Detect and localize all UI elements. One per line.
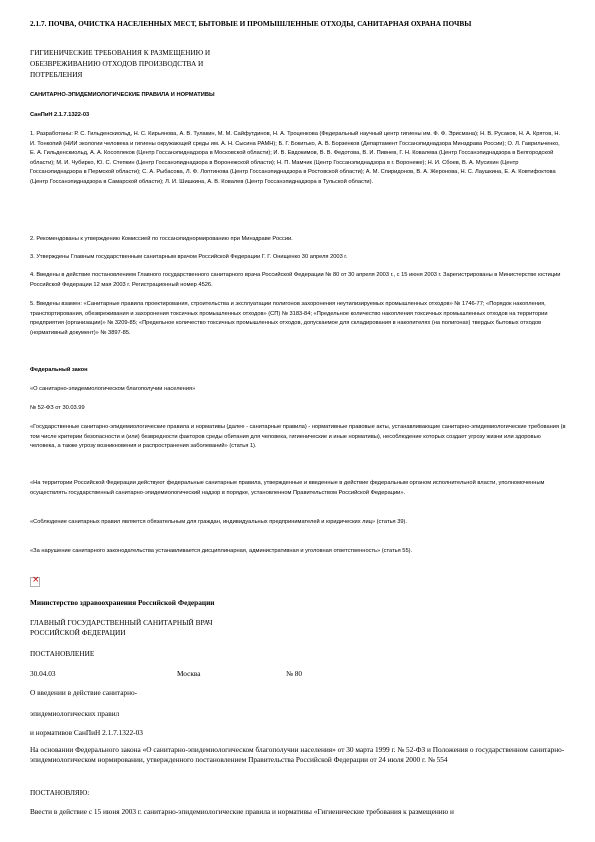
- document-subtitle: ГИГИЕНИЧЕСКИЕ ТРЕБОВАНИЯ К РАЗМЕЩЕНИЮ И ОБЕЗВРЕЖИВАНИЮ ОТХОДОВ ПРОИЗВОДСТВА И ПОТРЕБЛЕНИЯ: [30, 48, 211, 79]
- document-title: 2.1.7. ПОЧВА, ОЧИСТКА НАСЕЛЕННЫХ МЕСТ, БЫТОВЫЕ И ПРОМЫШЛЕННЫЕ ОТХОДЫ, САНИТАРНАЯ ОХРАНА ПОЧВЫ: [30, 19, 472, 28]
- resolution-decree: ПОСТАНОВЛЯЮ:: [30, 788, 90, 797]
- quote-article-39: «Соблюдение санитарных правил является обязательным для граждан, индивидуальных предпринимателей и юридических лиц» (статья 39).: [30, 519, 408, 525]
- paragraph-replaced: 5. Введены взамен: «Санитарные правила проектирования, строительства и эксплуатации полигонов захоронения неутилизируемых промышленных отходов» № 1746-77; «Порядок накопления, транспортирования, обезвреживания и захоронения токсичных промышленных отходов» (СП) № 3183-84; «Предельное количество накопления токсичных промышленных отходов на территории предприятия (организации)» № 3209-85; «Предельное количество токсичных промышленных отходов, допускаемое для складирования в накопителях (на полигонах) твердых бытовых отходов (нормативный документ)» № 3897-85.: [30, 301, 548, 336]
- resolution-city: Москва: [177, 669, 201, 678]
- paragraph-enacted: 4. Введены в действие постановлением Главного государственного санитарного врача Российской Федерации № 80 от 30 апреля 2003 г., с 15 июня 2003 г. Зарегистрированы в Министерстве юстиции Российской Федерации 12 мая 2003 г. Регистрационный номер 4526.: [30, 272, 561, 288]
- chief-title-line2: РОССИЙСКОЙ ФЕДЕРАЦИИ: [30, 628, 126, 637]
- broken-image-icon: [30, 577, 40, 587]
- resolution-about-line2: эпидемиологических правил: [30, 709, 120, 718]
- resolution-last-paragraph: Ввести в действие с 15 июня 2003 г. санитарно-эпидемиологические правила и нормативы «Гигиенические требования к размещению и: [30, 807, 454, 816]
- ministry-name: Министерство здравоохранения Российской Федерации: [30, 598, 215, 607]
- federal-law-heading: Федеральный закон: [30, 367, 88, 373]
- law-number: № 52-ФЗ от 30.03.99: [30, 405, 85, 411]
- resolution-about-line3: и нормативов СанПиН 2.1.7.1322-03: [30, 728, 143, 737]
- paragraph-developers: 1. Разработаны: Р. С. Гильденскиольд, Н. С. Кирьянова, А. В. Тулакин, М. М. Сайфутдинов, Н. А. Троценкова (Федеральный научный центр гигиены им. Ф. Ф. Эрисмана); Н. В. Русаков, Н. А. Крятов, Н. И. Тонкопий (НИИ экологии человека и гигиены окружающей среды им. А. Н. Сысина РАМН); Б. Г. Бокитько, А. В. Борзенков (Департамент Госсанэпиднадзора Минздрава России); О. Л. Гаврильченко, Е. А. Гильденскиольд, А. А. Косоплеков (Центр Госсанэпиднадзора в Московской области); И. В. Евдокимов, В. В. Федотова, В. И. Пивнев, Г. Н. Ковалева (Центр Госсанэпиднадзора в Белгородской области); М. И. Чубирко, Ю. С. Степкин (Центр Госсанэпиднадзора в Воронежской области); Н. П. Мамчик (Центр Госсанэпиднадзора в г. Воронеже); Н. И. Сбоев, В. А. Мусихин (Центр Госсанэпиднадзора в Пермской области); С. А. Рыбасова, Л. Ф. Лоптинова (Центр Госсанэпиднадзора в Ростовской области); А. М. Спиридонов, В. А. Жеронова, Н. С. Лаушкина, Е. А. Ковтифоктова (Центр Госсанэпиднадзора в Самарской области); Л. И. Шишкина, А. В. Ковалев (Центр Госсанэпиднадзора в Тульской области).: [30, 131, 561, 185]
- resolution-meta-row: [30, 669, 566, 679]
- rules-heading: САНИТАРНО-ЭПИДЕМИОЛОГИЧЕСКИЕ ПРАВИЛА И НОРМАТИВЫ: [30, 92, 215, 98]
- quote-article-1: «Государственные санитарно-эпидемиологические правила и нормативы (далее - санитарные правила) - нормативные правовые акты, устанавливающие санитарно-эпидемиологические требования (в том числе критерии безопасности и (или) безвредности факторов среды обитания для человека, гигиенические и иные нормативы), несоблюдение которых создает угрозу жизни или здоровью человека, а также угрозу возникновения и распространения заболеваний» (статья 1).: [30, 424, 566, 450]
- resolution-number: № 80: [286, 669, 303, 678]
- resolution-title: ПОСТАНОВЛЕНИЕ: [30, 649, 95, 658]
- quote-federal-rules: «На территории Российской Федерации действуют федеральные санитарные правила, утвержденные и введенные в действие федеральным органом исполнительной власти, уполномоченным осуществлять государственный санитарно-эпидемиологический надзор в порядке, установленном Правительством Российской Федерации».: [30, 480, 545, 496]
- quote-article-55: «За нарушение санитарного законодательства устанавливается дисциплинарная, административная и уголовная ответственность» (статья 55).: [30, 548, 413, 554]
- resolution-about-line1: О введении в действие санитарно-: [30, 688, 138, 697]
- document-code: СанПиН 2.1.7.1322-03: [30, 112, 90, 118]
- chief-title-line1: ГЛАВНЫЙ ГОСУДАРСТВЕННЫЙ САНИТАРНЫЙ ВРАЧ: [30, 618, 213, 627]
- law-name: «О санитарно-эпидемиологическом благополучии населения»: [30, 386, 196, 392]
- resolution-date: 30.04.03: [30, 669, 56, 678]
- resolution-basis: На основании Федерального закона «О санитарно-эпидемиологическом благополучии населения» от 30 марта 1999 г. № 52-ФЗ и Положения о государственном санитарно-эпидемиологическом нормировании, утвержденного постановлением Правительства Российской Федерации от 24 июля 2000 г. № 554: [30, 745, 565, 764]
- paragraph-recommended: 2. Рекомендованы к утверждению Комиссией по госсанэпиднормированию при Минздраве России.: [30, 236, 293, 242]
- paragraph-approved: 3. Утверждены Главным государственным санитарным врачом Российской Федерации Г. Г. Онищенко 30 апреля 2003 г.: [30, 254, 348, 260]
